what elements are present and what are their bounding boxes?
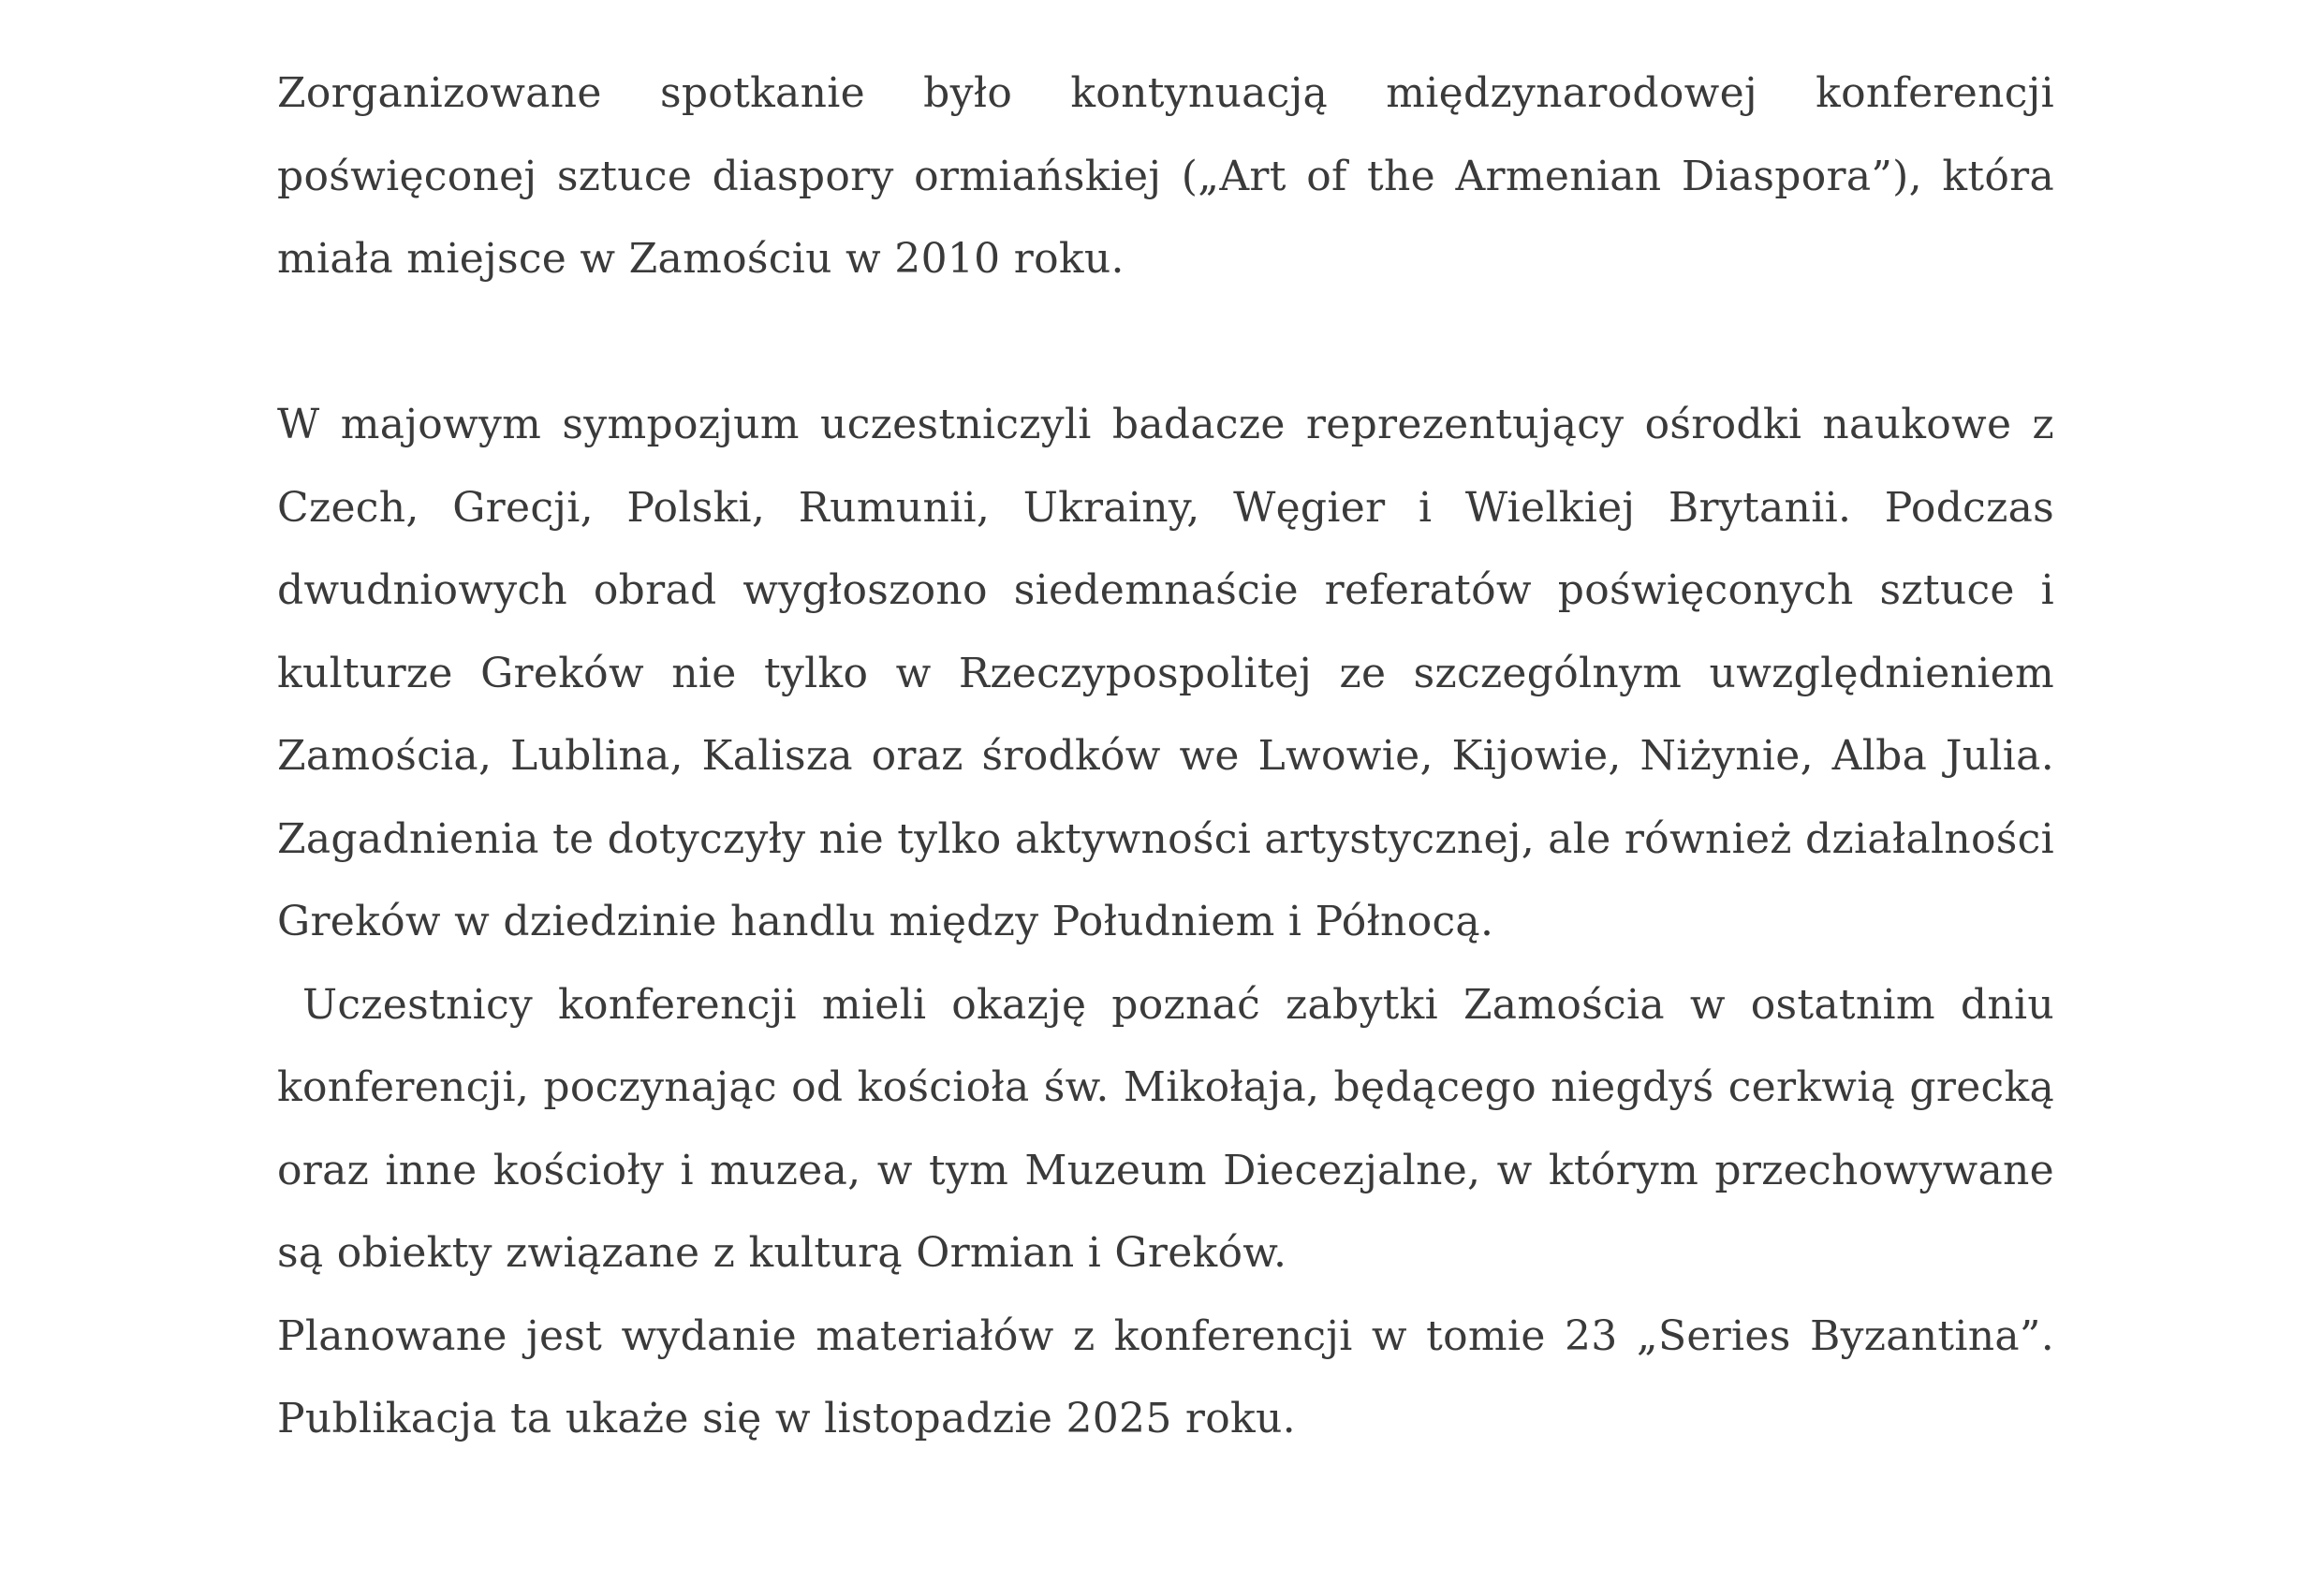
paragraph-publication-plan: Planowane jest wydanie materiałów z konferencji w tomie 23 „Series Byzantina”. Publikacja ta ukaże się w listopadzie 2025 roku.	[277, 1311, 2054, 1442]
paragraph-spacer	[277, 301, 2054, 385]
paragraph-zamosc-tour: Uczestnicy konferencji mieli okazję poznać zabytki Zamościa w ostatnim dniu konferencji, poczynając od kościoła św. Mikołaja, będącego niegdyś cerkwią grecką oraz inne kościoły i muzea, w tym Muzeum Diecezjalne, w którym przechowywane są obiekty związane z kulturą Ormian i Greków.	[277, 980, 2068, 1277]
paragraph-conference-continuation: Zorganizowane spotkanie było kontynuacją międzynarodowej konferencji poświęconej sztuce diaspory ormiańskiej („Art of the Armenian Diaspora”), która miała miejsce w Zamościu w 2010 roku.	[277, 69, 2054, 283]
document-page	[277, 52, 2068, 1461]
paragraph-symposium-participants: W majowym sympozjum uczestniczyli badacze reprezentujący ośrodki naukowe z Czech, Grecji, Polski, Rumunii, Ukrainy, Węgier i Wielkiej Brytanii. Podczas dwudniowych obrad wygłoszono siedemnaście referatów poświęconych sztuce i kulturze Greków nie tylko w Rzeczypospolitej ze szczególnym uwzględnieniem Zamościa, Lublina, Kalisza oraz środków we Lwowie, Kijowie, Niżynie, Alba Julia. Zagadnienia te dotyczyły nie tylko aktywności artystycznej, ale również działalności Greków w dziedzinie handlu między Południem i Północą.	[277, 401, 2054, 945]
